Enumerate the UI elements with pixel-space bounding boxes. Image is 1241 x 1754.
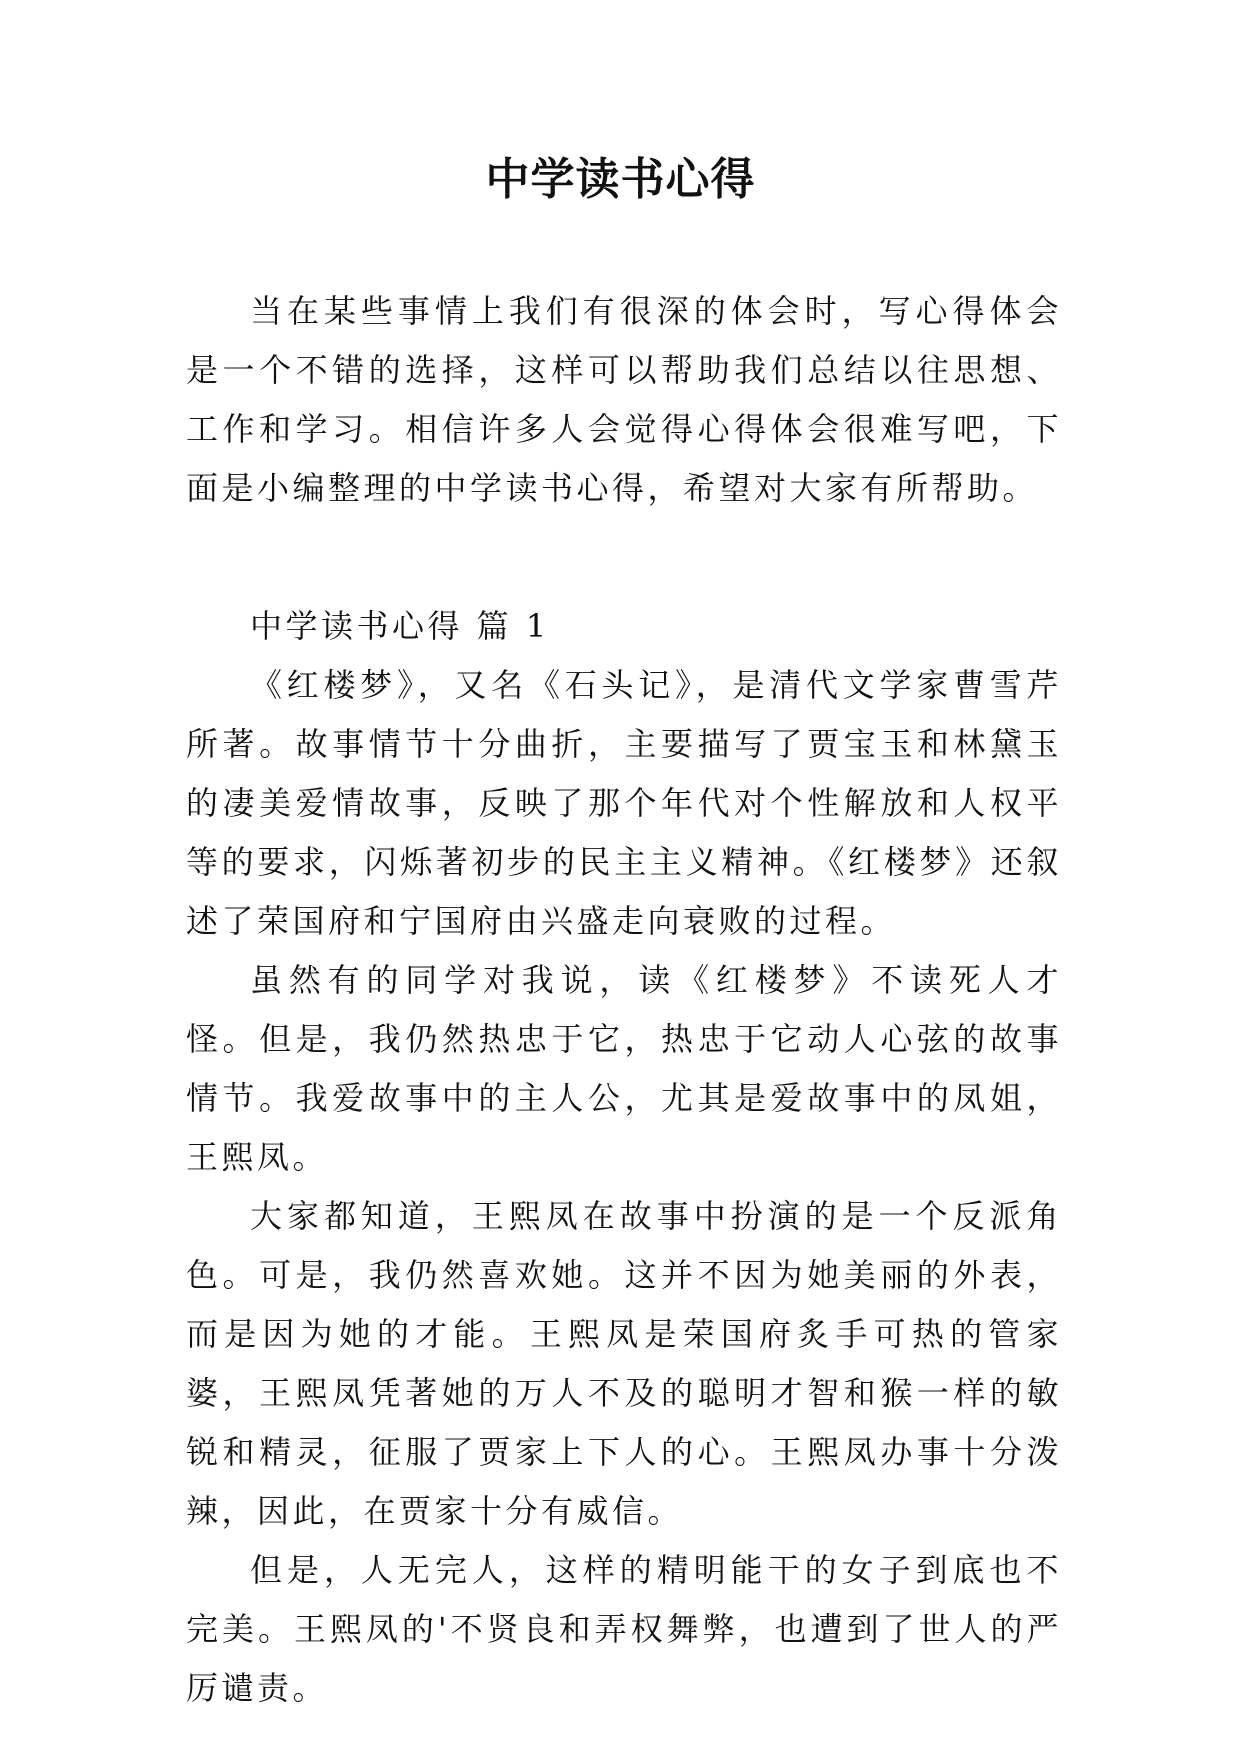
- document-title: 中学读书心得: [485, 154, 756, 205]
- intro-paragraph: 当在某些事情上我们有很深的体会时，写心得体会是一个不错的选择，这样可以帮助我们总结以往思想、工作和学习。相信许多人会觉得心得体会很难写吧，下面是小编整理的中学读书心得，希望对大家有所帮助。: [186, 292, 1062, 507]
- document-body: [186, 282, 1062, 1718]
- body-paragraph: 大家都知道，王熙凤在故事中扮演的是一个反派角色。可是，我仍然喜欢她。这并不因为她美丽的外表，而是因为她的才能。王熙凤是荣国府炙手可热的管家婆，王熙凤凭著她的万人不及的聪明才智和猴一样的敏锐和精灵，征服了贾家上下人的心。王熙凤办事十分泼辣，因此，在贾家十分有威信。: [186, 1197, 1062, 1530]
- section-spacer: [186, 518, 1062, 597]
- section-heading: 中学读书心得 篇 1: [250, 607, 550, 645]
- body-paragraph: 但是，人无完人，这样的精明能干的女子到底也不完美。王熙凤的'不贤良和弄权舞弊，也遭到了世人的严厉谴责。: [186, 1551, 1062, 1707]
- body-paragraph: 《红楼梦》，又名《石头记》，是清代文学家曹雪芹所著。故事情节十分曲折，主要描写了贾宝玉和林黛玉的凄美爱情故事，反映了那个年代对个性解放和人权平等的要求，闪烁著初步的民主主义精神。《红楼梦》还叙述了荣国府和宁国府由兴盛走向衰败的过程。: [186, 666, 1062, 940]
- body-paragraph: 虽然有的同学对我说，读《红楼梦》不读死人才怪。但是，我仍然热忠于它，热忠于它动人心弦的故事情节。我爱故事中的主人公，尤其是爱故事中的凤姐，王熙凤。: [186, 961, 1062, 1176]
